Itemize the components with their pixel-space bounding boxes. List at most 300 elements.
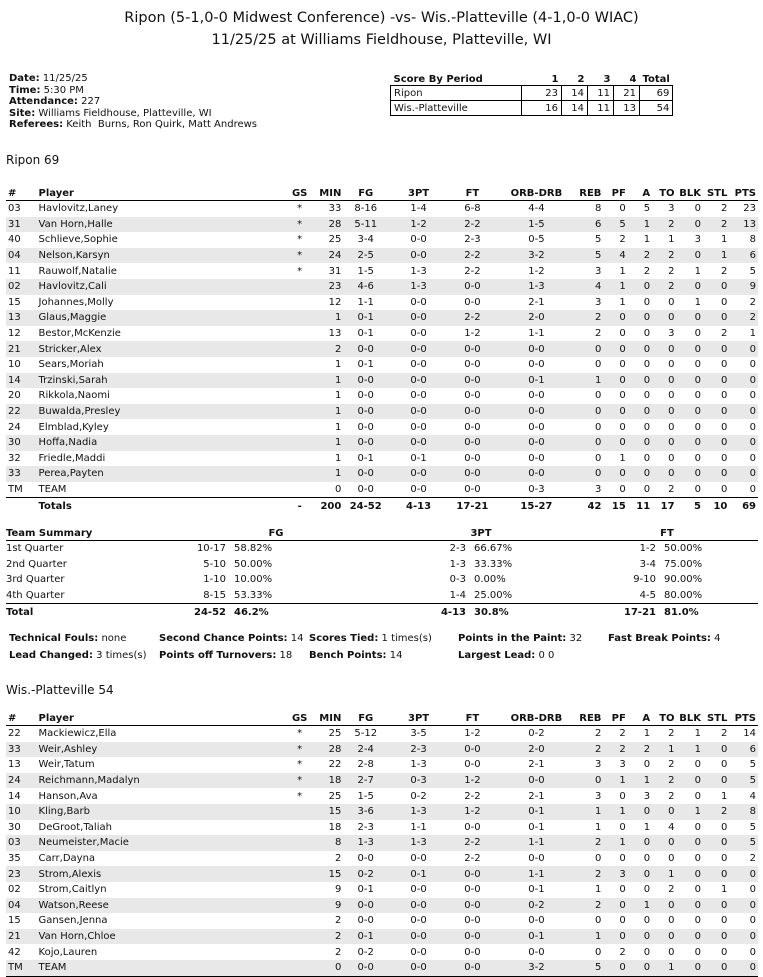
cell-min: 33 <box>328 203 342 215</box>
cell-3pt: 0-0 <box>410 390 427 402</box>
time-value: 5:30 PM <box>43 84 84 96</box>
cell-fg: 0-0 <box>357 421 374 433</box>
summary-made-att: 4-5 <box>639 590 656 602</box>
cell-stl: 2 <box>720 806 728 818</box>
cell-to: 0 <box>668 468 675 480</box>
cell-min: 15 <box>328 868 342 880</box>
player-row <box>6 466 758 482</box>
score-row <box>391 86 673 101</box>
cell-pf: 0 <box>619 421 626 433</box>
cell-stl: 1 <box>720 884 728 896</box>
cell-to: 0 <box>668 915 675 927</box>
summary-pct: 10.00% <box>234 574 273 586</box>
cell-orb-drb: 4-4 <box>528 203 545 215</box>
cell-ft: 0-0 <box>464 437 481 449</box>
cell-to: 2 <box>668 218 675 230</box>
cell-pts: 13 <box>743 218 756 230</box>
column-header-pts: PTS <box>727 186 758 201</box>
cell-ft: 0-0 <box>464 390 481 402</box>
cell-pf: 0 <box>619 790 626 802</box>
column-header-a: A <box>626 186 650 201</box>
cell-orb-drb: 0-0 <box>528 437 545 449</box>
cell-reb: 0 <box>595 452 602 464</box>
cell-orb-drb: 2-1 <box>528 759 545 771</box>
summary-made-att: 3-4 <box>639 558 656 570</box>
cell-fg: 0-0 <box>341 482 390 498</box>
cell-pts: 0 <box>749 421 756 433</box>
cell-jersey: 40 <box>8 234 21 246</box>
cell-jersey: 10 <box>8 359 21 371</box>
game-subtitle: 11/25/25 at Williams Fieldhouse, Platteville, WI <box>211 32 552 48</box>
cell-orb-drb: 0-0 <box>528 359 545 371</box>
cell-pf: 0 <box>619 374 626 386</box>
cell-a: 0 <box>643 359 651 371</box>
cell-fg: 1-5 <box>357 265 374 277</box>
summary-period: 2nd Quarter <box>6 558 67 570</box>
cell-stl: 0 <box>720 821 728 833</box>
cell-gs <box>289 820 311 836</box>
summary-made-att: 1-2 <box>639 543 656 555</box>
cell-ft: 1-2 <box>464 775 481 787</box>
cell-min: 12 <box>328 296 342 308</box>
totals-jersey <box>6 498 39 514</box>
cell-orb-drb: 0-0 <box>528 915 545 927</box>
cell-a: 0 <box>643 421 651 433</box>
cell-pf: 0 <box>619 884 626 896</box>
cell-3pt: 0-0 <box>410 234 427 246</box>
cell-ft: 2-2 <box>464 853 481 865</box>
cell-pts: 0 <box>749 868 756 880</box>
column-header-jersey: # <box>6 186 39 201</box>
cell-player: Nelson,Karsyn <box>38 250 110 262</box>
player-row <box>6 404 758 420</box>
team-summary-header <box>6 527 758 541</box>
cell-reb: 0 <box>595 437 602 449</box>
column-header-min: MIN <box>311 186 341 201</box>
player-row <box>6 898 758 914</box>
cell-jersey: 24 <box>8 775 21 787</box>
cell-reb: 1 <box>595 931 602 943</box>
player-row <box>6 482 758 498</box>
cell-pts: 5 <box>749 759 756 771</box>
cell-to: 1 <box>668 234 675 246</box>
cell-reb: 5 <box>575 960 601 976</box>
cell-min: 1 <box>334 374 342 386</box>
cell-jersey: TM <box>6 960 39 976</box>
cell-a: 2 <box>643 265 651 277</box>
cell-pts: 0 <box>749 343 756 355</box>
cell-blk: 0 <box>694 759 701 771</box>
totals-to: 17 <box>660 500 675 512</box>
cell-player: Weir,Tatum <box>38 759 95 771</box>
cell-a: 0 <box>643 853 651 865</box>
cell-jersey: 33 <box>8 468 21 480</box>
cell-orb-drb: 0-0 <box>528 452 545 464</box>
cell-fg: 0-0 <box>357 899 374 911</box>
totals-pts: 69 <box>742 500 756 512</box>
cell-jersey: 23 <box>8 868 21 880</box>
boxscore-header-row <box>6 711 758 726</box>
cell-a: 2 <box>643 250 651 262</box>
cell-blk: 0 <box>694 359 701 371</box>
cell-pf: 1 <box>619 837 626 849</box>
summary-made-att: 0-3 <box>449 574 466 586</box>
cell-gs <box>289 388 311 404</box>
cell-a: 0 <box>643 328 651 340</box>
cell-ft: 1-2 <box>464 728 481 740</box>
score-team-name: Ripon <box>391 86 522 101</box>
cell-orb-drb: 3-2 <box>498 960 575 976</box>
cell-orb-drb: 3-2 <box>528 250 545 262</box>
totals-a: 11 <box>636 500 651 512</box>
cell-player: Strom,Alexis <box>38 868 102 880</box>
cell-fg: 3-6 <box>357 806 374 818</box>
attendance-line <box>9 96 257 108</box>
cell-jersey: 02 <box>8 884 21 896</box>
cell-reb: 2 <box>595 728 602 740</box>
cell-orb-drb: 2-0 <box>528 743 545 755</box>
cell-fg: 0-0 <box>341 960 390 976</box>
period-score: 14 <box>562 101 588 116</box>
cell-pts: 0 <box>749 931 756 943</box>
cell-jersey: 30 <box>8 821 21 833</box>
cell-pts: 6 <box>749 743 756 755</box>
cell-to: 2 <box>650 482 674 498</box>
column-header-fg: FG <box>341 711 390 726</box>
cell-orb-drb: 1-3 <box>528 281 545 293</box>
column-header-reb: REB <box>575 711 601 726</box>
player-row <box>6 279 758 295</box>
cell-gs <box>289 944 311 960</box>
cell-gs <box>289 357 311 373</box>
cell-jersey: 30 <box>8 437 21 449</box>
cell-orb-drb: 0-5 <box>528 234 545 246</box>
summary-cell-fg <box>166 572 386 588</box>
cell-to: 0 <box>668 806 675 818</box>
cell-pf: 0 <box>619 853 626 865</box>
date-line <box>9 73 257 85</box>
cell-min: 2 <box>334 853 342 865</box>
cell-fg: 5-11 <box>354 218 378 230</box>
cell-stl: 0 <box>720 743 728 755</box>
cell-stl: 0 <box>720 452 728 464</box>
cell-ft: 2-2 <box>464 265 481 277</box>
cell-gs: * <box>297 218 303 230</box>
cell-player: TEAM <box>39 482 289 498</box>
cell-ft: 6-8 <box>464 203 481 215</box>
cell-pf: 1 <box>619 775 626 787</box>
summary-made-att: 17-21 <box>624 606 656 618</box>
cell-stl: 0 <box>701 482 727 498</box>
team-heading-ripon: Ripon 69 <box>6 153 60 167</box>
cell-blk: 0 <box>694 853 701 865</box>
totals-3pt: 4-13 <box>406 500 432 512</box>
player-row <box>6 835 758 851</box>
summary-cell-3pt <box>386 541 576 557</box>
cell-gs <box>289 835 311 851</box>
cell-min: 2 <box>334 343 342 355</box>
cell-jersey: 14 <box>8 374 21 386</box>
totals-gs: - <box>297 500 302 512</box>
cell-stl: 0 <box>720 868 728 880</box>
cell-stl: 0 <box>720 915 728 927</box>
cell-reb: 4 <box>595 281 602 293</box>
cell-pts: 1 <box>749 328 756 340</box>
cell-pf: 0 <box>619 328 626 340</box>
cell-pf: 0 <box>619 437 626 449</box>
column-header-stl: STL <box>701 186 727 201</box>
cell-jersey: 32 <box>8 452 21 464</box>
summary-made-att: 5-10 <box>203 558 226 570</box>
cell-gs <box>289 419 311 435</box>
cell-stl: 0 <box>720 374 728 386</box>
cell-stl: 0 <box>720 837 728 849</box>
cell-gs: * <box>297 743 303 755</box>
points-in-paint: Points in the Paint: 32 <box>458 633 583 644</box>
cell-reb: 0 <box>595 421 602 433</box>
cell-blk: 0 <box>694 868 701 880</box>
period-score: 14 <box>562 86 588 101</box>
cell-to: 2 <box>668 281 675 293</box>
cell-3pt: 0-0 <box>410 421 427 433</box>
cell-gs: * <box>297 759 303 771</box>
cell-reb: 0 <box>595 468 602 480</box>
cell-jersey: 02 <box>8 281 21 293</box>
cell-ft: 2-2 <box>464 218 481 230</box>
cell-pts: 0 <box>727 960 758 976</box>
cell-a: 2 <box>643 743 651 755</box>
cell-to: 2 <box>668 790 675 802</box>
cell-orb-drb: 0-0 <box>528 775 545 787</box>
cell-blk: 0 <box>694 775 701 787</box>
cell-blk: 1 <box>694 296 701 308</box>
summary-made-att: 10-17 <box>196 543 226 555</box>
totals-player: Totals <box>38 500 72 512</box>
cell-blk: 0 <box>694 468 701 480</box>
cell-player: DeGroot,Taliah <box>38 821 112 833</box>
totals-row <box>6 498 758 514</box>
cell-pts: 0 <box>749 390 756 402</box>
cell-player: Neumeister,Macie <box>38 837 129 849</box>
cell-a: 0 <box>643 374 651 386</box>
boxscore-table-platteville <box>6 711 758 977</box>
cell-a: 1 <box>643 218 651 230</box>
cell-min: 18 <box>328 821 342 833</box>
cell-pts: 0 <box>727 482 758 498</box>
cell-jersey: 35 <box>8 853 21 865</box>
column-header-a: A <box>626 711 650 726</box>
cell-stl: 0 <box>720 853 728 865</box>
player-row <box>6 804 758 820</box>
cell-reb: 3 <box>595 265 602 277</box>
referees-label: Referees: <box>9 119 64 131</box>
cell-to: 0 <box>668 421 675 433</box>
summary-row <box>6 572 758 588</box>
cell-orb-drb: 0-1 <box>528 374 545 386</box>
column-header-pts: PTS <box>727 711 758 726</box>
summary-period: 3rd Quarter <box>6 574 65 586</box>
cell-blk: 3 <box>694 234 701 246</box>
summary-cell-3pt <box>386 588 576 604</box>
player-row <box>6 388 758 404</box>
period-score: 11 <box>588 101 614 116</box>
cell-pf: 3 <box>619 868 626 880</box>
cell-ft: 2-3 <box>464 234 481 246</box>
cell-ft: 0-0 <box>464 406 481 418</box>
cell-a: 0 <box>626 482 650 498</box>
cell-min: 31 <box>328 265 342 277</box>
cell-fg: 0-1 <box>357 328 374 340</box>
cell-a: 0 <box>643 806 651 818</box>
summary-row <box>6 604 758 620</box>
cell-player: Watson,Reese <box>38 899 109 911</box>
cell-player: Perea,Payten <box>38 468 104 480</box>
cell-fg: 1-3 <box>357 837 374 849</box>
cell-orb-drb: 0-0 <box>528 946 545 958</box>
cell-fg: 0-1 <box>357 452 374 464</box>
cell-player: Hanson,Ava <box>38 790 98 802</box>
cell-gs <box>289 341 311 357</box>
cell-fg: 0-0 <box>357 437 374 449</box>
cell-orb-drb: 0-1 <box>528 806 545 818</box>
cell-orb-drb: 0-1 <box>528 931 545 943</box>
cell-min: 28 <box>328 218 342 230</box>
cell-to: 0 <box>668 343 675 355</box>
cell-blk: 0 <box>694 374 701 386</box>
column-header-to: TO <box>650 711 674 726</box>
player-row <box>6 310 758 326</box>
cell-ft: 1-2 <box>464 328 481 340</box>
cell-3pt: 0-0 <box>410 359 427 371</box>
cell-ft: 0-0 <box>464 759 481 771</box>
cell-min: 25 <box>328 790 342 802</box>
cell-blk: 0 <box>694 931 701 943</box>
lead-changed: Lead Changed: 3 times(s) <box>9 650 147 661</box>
cell-jersey: 20 <box>8 390 21 402</box>
period-score: 13 <box>614 101 640 116</box>
cell-player: Rauwolf,Natalie <box>38 265 117 277</box>
score-by-period-header <box>391 73 673 86</box>
second-chance-points: Second Chance Points: 14 <box>159 633 304 644</box>
cell-pf: 0 <box>619 359 626 371</box>
column-header-orb-drb: ORB-DRB <box>498 711 575 726</box>
cell-a: 1 <box>643 728 651 740</box>
cell-reb: 2 <box>595 899 602 911</box>
attendance-label: Attendance: <box>9 96 78 108</box>
cell-to: 0 <box>668 452 675 464</box>
cell-gs <box>289 882 311 898</box>
cell-to: 0 <box>668 406 675 418</box>
cell-3pt: 0-0 <box>410 374 427 386</box>
sbp-header-cell: 2 <box>577 73 585 85</box>
column-header-to: TO <box>650 186 674 201</box>
cell-min: 2 <box>334 946 342 958</box>
cell-stl: 0 <box>720 946 728 958</box>
date-value: 11/25/25 <box>42 73 88 84</box>
site-value: Williams Fieldhouse, Platteville, WI <box>38 107 212 119</box>
cell-stl: 2 <box>720 328 728 340</box>
cell-a: 0 <box>643 946 651 958</box>
cell-blk: 0 <box>675 960 701 976</box>
cell-stl: 0 <box>720 437 728 449</box>
cell-to: 0 <box>668 837 675 849</box>
cell-fg: 2-3 <box>357 821 374 833</box>
summary-pct: 75.00% <box>664 558 703 570</box>
summary-made-att: 8-15 <box>203 590 226 602</box>
cell-pts: 0 <box>749 437 756 449</box>
cell-pts: 5 <box>749 775 756 787</box>
column-header-gs: GS <box>289 186 311 201</box>
column-header-orb-drb: ORB-DRB <box>498 186 575 201</box>
cell-to: 0 <box>668 296 675 308</box>
cell-3pt: 1-2 <box>410 218 427 230</box>
column-header-ft: FT <box>447 186 498 201</box>
cell-fg: 2-5 <box>357 250 374 262</box>
cell-player: Mackiewicz,Ella <box>38 728 117 740</box>
cell-reb: 1 <box>595 821 602 833</box>
cell-3pt: 0-0 <box>410 437 427 449</box>
cell-orb-drb: 0-0 <box>528 853 545 865</box>
cell-pts: 5 <box>749 821 756 833</box>
cell-reb: 6 <box>595 218 602 230</box>
cell-reb: 2 <box>595 743 602 755</box>
cell-pts: 0 <box>749 946 756 958</box>
site-label: Site: <box>9 107 36 119</box>
cell-gs: * <box>297 203 303 215</box>
cell-blk: 0 <box>694 915 701 927</box>
cell-orb-drb: 2-1 <box>528 296 545 308</box>
cell-pts: 2 <box>749 296 756 308</box>
cell-stl: 0 <box>720 468 728 480</box>
summary-cell-3pt <box>386 557 576 573</box>
cell-reb: 1 <box>595 806 602 818</box>
score-team-name: Wis.-Platteville <box>391 101 522 116</box>
cell-stl: 0 <box>720 775 728 787</box>
cell-pts: 0 <box>749 452 756 464</box>
summary-row <box>6 541 758 557</box>
cell-blk: 0 <box>694 790 701 802</box>
player-row <box>6 341 758 357</box>
cell-stl: 0 <box>720 296 728 308</box>
team-summary-table <box>6 527 758 620</box>
totals-min: 200 <box>320 500 342 512</box>
cell-ft: 0-0 <box>464 374 481 386</box>
cell-player: Glaus,Maggie <box>38 312 107 324</box>
cell-a: 0 <box>643 437 651 449</box>
summary-cell-ft <box>576 541 758 557</box>
cell-min: 25 <box>328 234 342 246</box>
team-heading-platteville: Wis.-Platteville 54 <box>6 683 114 697</box>
cell-ft: 2-2 <box>464 837 481 849</box>
cell-a: 0 <box>643 868 651 880</box>
cell-blk: 0 <box>694 884 701 896</box>
player-row <box>6 357 758 373</box>
summary-made-att: 2-3 <box>449 543 466 555</box>
summary-made-att: 1-10 <box>203 574 226 586</box>
cell-to: 2 <box>668 250 675 262</box>
cell-fg: 2-4 <box>357 743 374 755</box>
cell-min: 24 <box>328 250 342 262</box>
summary-pct: 58.82% <box>234 543 273 555</box>
column-header-ft: FT <box>447 711 498 726</box>
cell-blk: 1 <box>694 265 701 277</box>
cell-reb: 2 <box>595 328 602 340</box>
cell-ft: 2-2 <box>464 790 481 802</box>
cell-a: 1 <box>643 234 651 246</box>
period-score: 54 <box>640 101 673 116</box>
cell-reb: 1 <box>595 884 602 896</box>
cell-player: Reichmann,Madalyn <box>38 775 140 787</box>
